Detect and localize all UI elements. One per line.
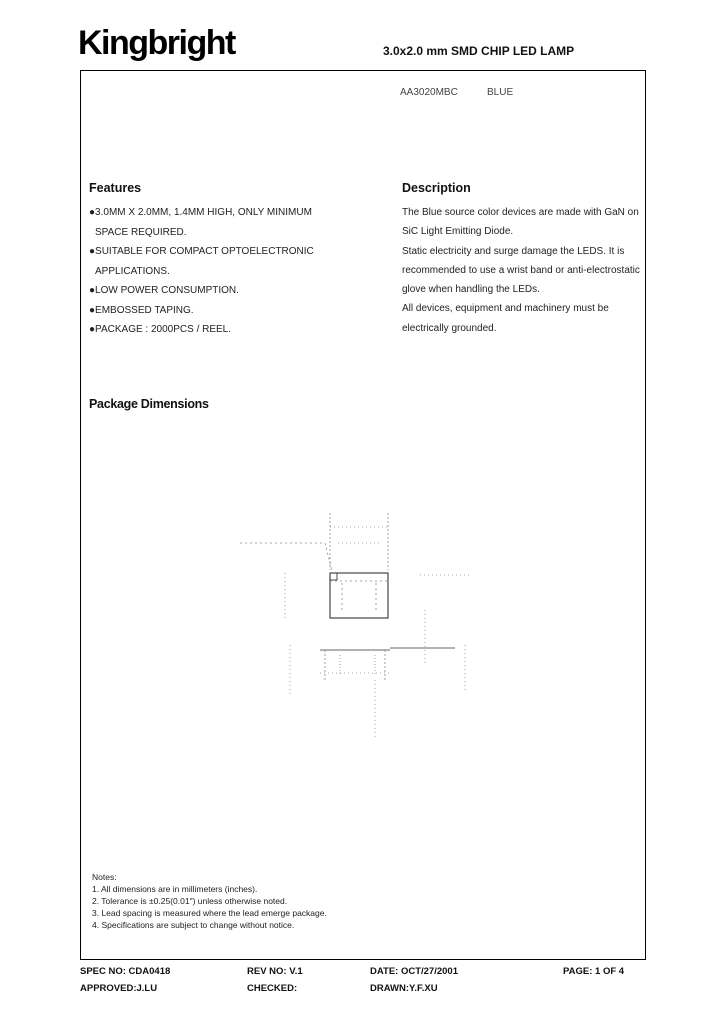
feature-line: ●PACKAGE : 2000PCS / REEL.	[89, 324, 232, 335]
checked-by: CHECKED:	[247, 983, 298, 994]
description-line: electrically grounded.	[402, 322, 497, 334]
notes-block	[92, 871, 327, 931]
date: DATE: OCT/27/2001	[370, 966, 458, 977]
note-line: 4. Specifications are subject to change without notice.	[92, 920, 295, 930]
description-text	[402, 203, 642, 338]
page-number: PAGE: 1 OF 4	[563, 966, 625, 977]
package-dimensions-drawing	[230, 495, 490, 745]
package-dimensions-heading: Package Dimensions	[89, 397, 209, 411]
note-line: 3. Lead spacing is measured where the lead emerge package.	[92, 908, 327, 918]
drawn-by: DRAWN:Y.F.XU	[370, 983, 438, 994]
description-heading: Description	[402, 181, 471, 195]
kingbright-logo: Kingbright	[78, 24, 235, 62]
part-color: BLUE	[487, 87, 514, 98]
feature-line: ●SUITABLE FOR COMPACT OPTOELECTRONIC	[89, 246, 314, 257]
part-number: AA3020MBC	[400, 87, 458, 98]
description-line: SiC Light Emitting Diode.	[402, 226, 514, 238]
approved-by: APPROVED:J.LU	[80, 983, 158, 994]
document-title: 3.0x2.0 mm SMD CHIP LED LAMP	[383, 44, 575, 58]
features-heading: Features	[89, 181, 142, 195]
description-line: All devices, equipment and machinery must be	[402, 303, 609, 315]
feature-line: SPACE REQUIRED.	[95, 226, 187, 238]
feature-line: ●3.0MM X 2.0MM, 1.4MM HIGH, ONLY MINIMUM	[89, 207, 312, 218]
feature-line: APPLICATIONS.	[95, 265, 170, 277]
features-list	[89, 203, 389, 340]
feature-line: ●LOW POWER CONSUMPTION.	[89, 285, 239, 296]
note-line: 2. Tolerance is ±0.25(0.01") unless otherwise noted.	[92, 896, 288, 906]
description-line: Static electricity and surge damage the LEDS. It is	[402, 245, 625, 257]
feature-line: ●EMBOSSED TAPING.	[89, 304, 194, 316]
spec-number: SPEC NO: CDA0418	[80, 966, 171, 977]
revision-number: REV NO: V.1	[247, 966, 303, 977]
description-line: glove when handling the LEDs.	[402, 284, 540, 296]
description-line: The Blue source color devices are made with GaN on	[402, 207, 639, 218]
notes-heading: Notes:	[92, 872, 117, 882]
description-line: recommended to use a wrist band or anti-electrostatic	[402, 264, 640, 276]
note-line: 1. All dimensions are in millimeters (inches).	[92, 884, 258, 894]
